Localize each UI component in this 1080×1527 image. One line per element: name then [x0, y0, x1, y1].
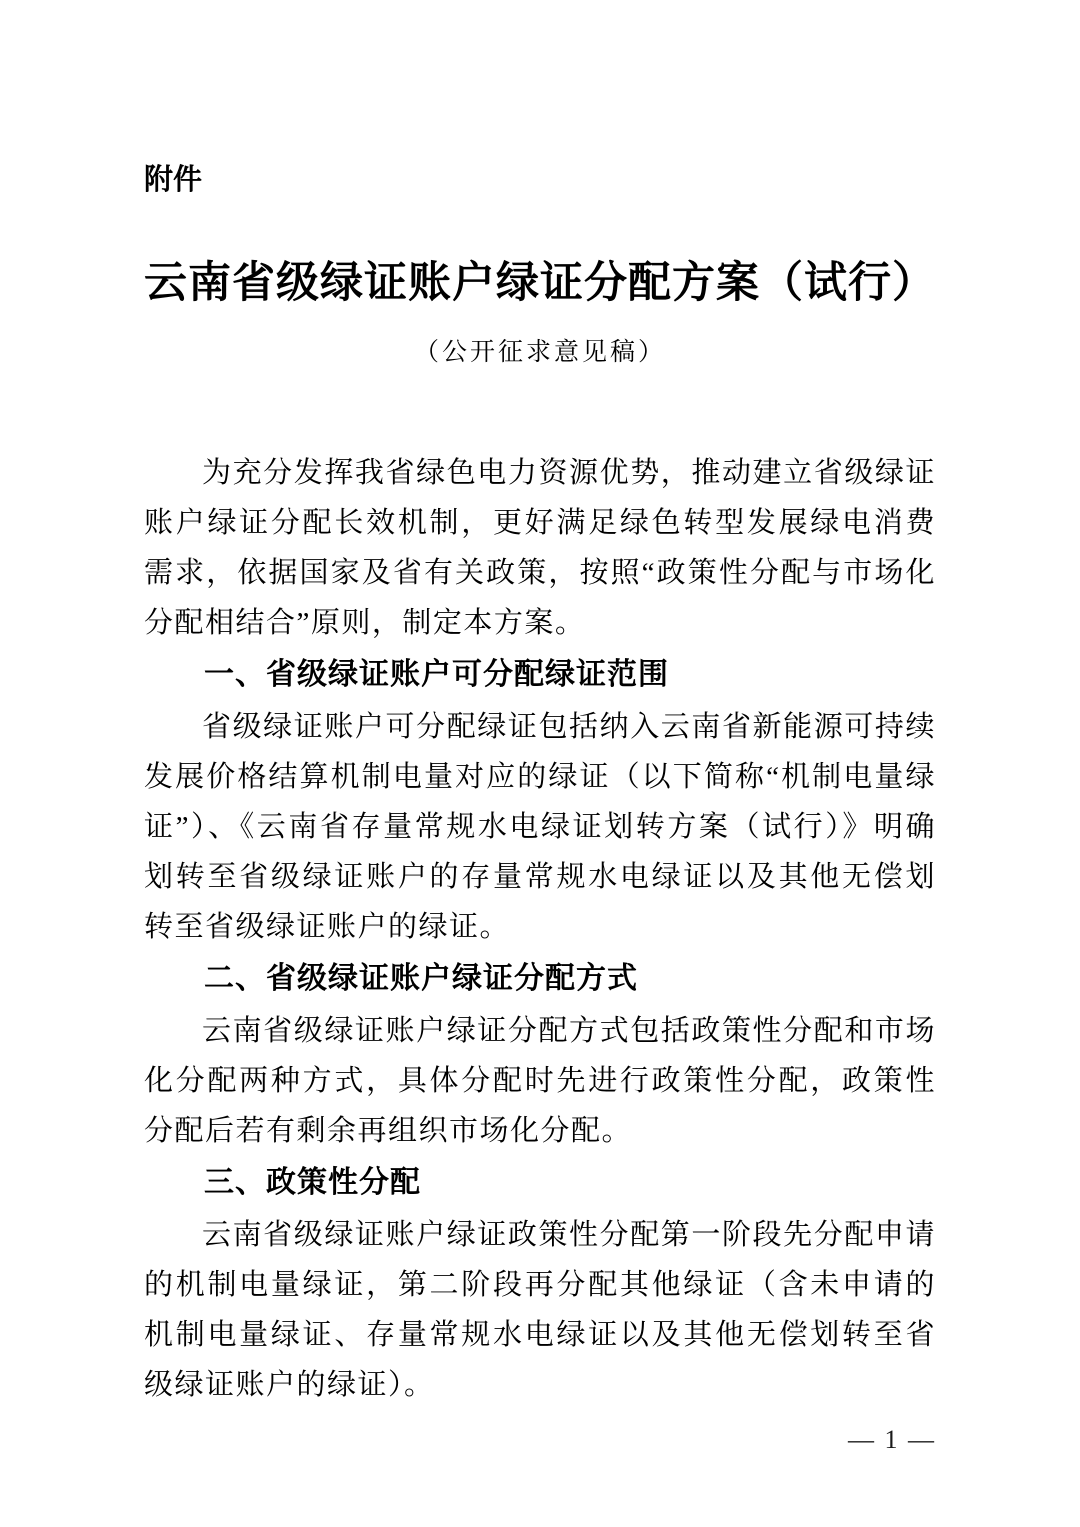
document-body [144, 448, 936, 1410]
document-title: 云南省级绿证账户绿证分配方案（试行） [144, 260, 936, 307]
page-number: — 1 — [848, 1424, 936, 1454]
section-1-paragraph: 省级绿证账户可分配绿证包括纳入云南省新能源可持续发展价格结算机制电量对应的绿证（以下简称“机制电量绿证”）、《云南省存量常规水电绿证划转方案（试行）》明确划转至省级绿证账户的存量常规水电绿证以及其他无偿划转至省级绿证账户的绿证。 [144, 710, 936, 943]
document-subtitle: （公开征求意见稿） [413, 338, 666, 366]
section-2-paragraph: 云南省级绿证账户绿证分配方式包括政策性分配和市场化分配两种方式，具体分配时先进行政策性分配，政策性分配后若有剩余再组织市场化分配。 [144, 1014, 936, 1147]
attachment-label: 附件 [144, 164, 203, 196]
section-3-paragraph: 云南省级绿证账户绿证政策性分配第一阶段先分配申请的机制电量绿证，第二阶段再分配其他绿证（含未申请的机制电量绿证、存量常规水电绿证以及其他无偿划转至省级绿证账户的绿证）。 [144, 1218, 936, 1401]
section-2-heading: 二、省级绿证账户绿证分配方式 [204, 961, 638, 995]
section-1-heading: 一、省级绿证账户可分配绿证范围 [204, 657, 669, 691]
intro-paragraph: 为充分发挥我省绿色电力资源优势，推动建立省级绿证账户绿证分配长效机制，更好满足绿色转型发展绿电消费需求，依据国家及省有关政策，按照“政策性分配与市场化分配相结合”原则，制定本方案。 [144, 456, 936, 639]
section-3-heading: 三、政策性分配 [204, 1165, 421, 1199]
